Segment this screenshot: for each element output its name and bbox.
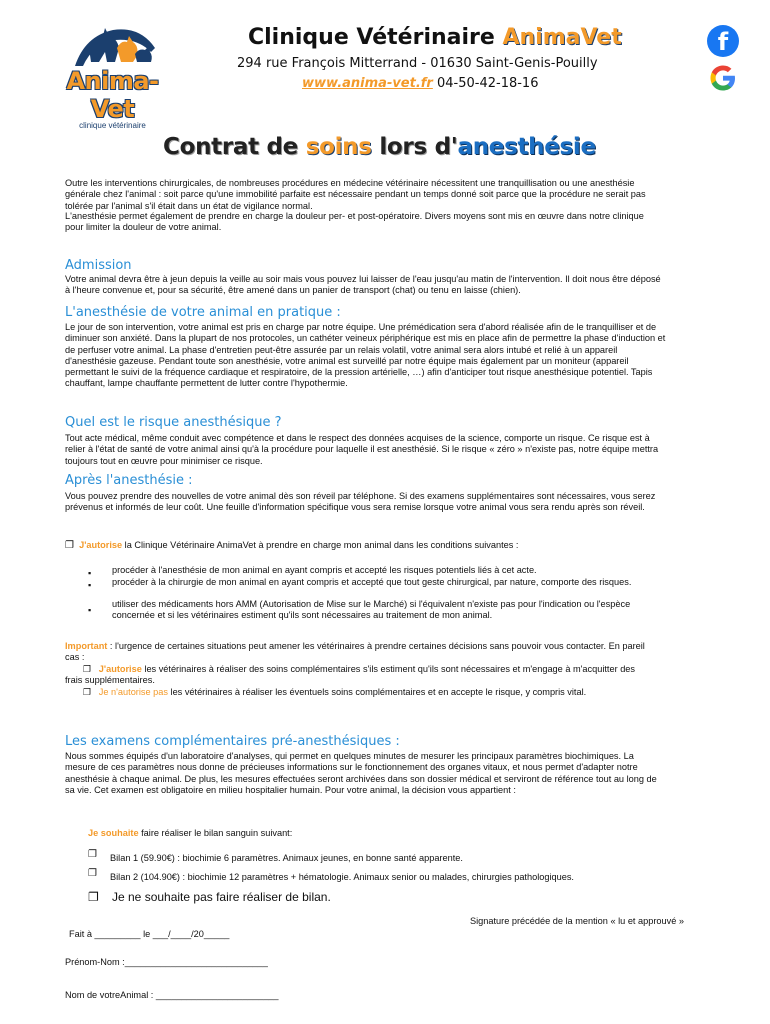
important-label: Important xyxy=(65,641,108,651)
logo-brand: Anima-Vet xyxy=(66,67,159,123)
intro-paragraph-2: L'anesthésie permet également de prendre en charge la douleur per- et post-opératoire. Divers moyens sont mis en œuvre dans notre clinique pour limiter la douleur de votre animal. xyxy=(65,211,644,233)
section-title-practice: L'anesthésie de votre animal en pratique : xyxy=(65,305,341,320)
section-title-admission: Admission xyxy=(65,258,132,273)
opt2-bold: Je n'autorise pas xyxy=(98,687,168,697)
checkbox-urgent-refuse[interactable]: ❐ xyxy=(82,687,92,697)
authorize-item-1: procéder à l'anesthésie de mon animal en ayant compris et accepté les risques potentiels liés à cet acte. xyxy=(112,565,537,575)
authorize-text: la Clinique Vétérinaire AnimaVet à prendre en charge mon animal dans les conditions suivantes : xyxy=(122,540,519,550)
bilan-2-text: Bilan 2 (104.90€) : biochimie 12 paramètres + hématologie. Animaux senior ou malades, chirurgies pathologiques. xyxy=(110,872,574,882)
clinic-contact xyxy=(302,76,538,91)
signature-place-date: Fait à _________ le ___/____/20_____ xyxy=(69,929,230,939)
section-text-admission: Votre animal devra être à jeun depuis la veille au soir mais vous pouvez lui laisser de l'eau jusqu'au matin de l'intervention. Il doit nous être déposé à l'heure convenue et, pour sa sécurité, être amené dans un panier de transport (chat) ou tenu en laisse (chien). xyxy=(65,274,661,296)
opt1-bold: J'autorise xyxy=(98,664,142,674)
bilan-lead-text: faire réaliser le bilan sanguin suivant: xyxy=(138,828,293,838)
logo-subtitle: clinique vétérinaire xyxy=(79,121,146,130)
clinic-address: 294 rue François Mitterrand - 01630 Saint-Genis-Pouilly xyxy=(237,56,598,71)
checkbox-bilan-1[interactable]: ❐ xyxy=(88,849,97,860)
authorize-item-3: utiliser des médicaments hors AMM (Autorisation de Mise sur le Marché) si l'équivalent n'existe pas pour l'indication ou l'espèce concernée et si les vétérinaires estiment qu'ils sont nécessaires au traitement de mon animal. xyxy=(112,599,631,621)
checkbox-no-bilan[interactable]: ❐ xyxy=(88,890,99,904)
clinic-title xyxy=(248,25,622,50)
animals-logo-icon xyxy=(55,18,170,68)
checkbox-urgent-authorize[interactable]: ❐ xyxy=(82,664,92,674)
section-text-practice: Le jour de son intervention, votre animal est pris en charge par notre équipe. Une prémédication sera d'abord réalisée afin de le tranquilliser et de diminuer son anxiété. Dans la plupart de nos protocoles, un cathéter veineux périphérique est mis en place afin de permettre la phase d'induction et de perfuser votre animal. La phase d'entretien peut-être assurée par un relais volatil, votre animal sera alors intubé et relié à un appareil d'anesthésie gazeuse. Pendant toute son anesthésie, votre animal est surveillé par notre équipe mais également par un moniteur (appareil permettant le suivi de la fréquence cardiaque et respiratoire, de la pression artérielle, …) afin d'anticiper tout risque anesthésique potentiel. Tapis chauffant, lampe chauffante permettent de lutter contre l'hypothermie. xyxy=(65,322,666,389)
document-title xyxy=(163,134,596,160)
clinic-title-prefix: Clinique Vétérinaire xyxy=(248,25,503,50)
website-link[interactable]: www.anima-vet.fr xyxy=(302,76,433,91)
authorize-item-2: procéder à la chirurgie de mon animal en ayant compris et accepté que tout geste chirurgical, par nature, comporte des risques. xyxy=(112,577,632,587)
title-part-4: anesthésie xyxy=(457,134,596,160)
logo xyxy=(55,18,170,130)
bullet-2: ▪ xyxy=(88,580,92,590)
phone-number: 04-50-42-18-16 xyxy=(432,76,539,91)
clinic-title-brand: AnimaVet xyxy=(502,25,622,50)
bilan-lead-bold: Je souhaite xyxy=(88,828,139,838)
opt1-text: les vétérinaires à réaliser des soins complémentaires s'ils estiment qu'ils sont nécessaires et m'engage à m'acquitter des frais supplémentaires. xyxy=(65,664,636,686)
bullet-3: ▪ xyxy=(88,605,92,615)
bullet-1: ▪ xyxy=(88,568,92,578)
important-option-2 xyxy=(65,687,655,698)
section-text-after: Vous pouvez prendre des nouvelles de votre animal dès son réveil par téléphone. Si des examens supplémentaires sont nécessaires, vous serez prévenus et informés de leur coût. Une feuille d'information spécifique vous sera remise lorsque votre animal vous sera rendu après son réveil. xyxy=(65,491,656,513)
checkbox-authorize[interactable]: ❐ xyxy=(65,540,74,551)
section-text-exams: Nous sommes équipés d'un laboratoire d'analyses, qui permet en quelques minutes de mesurer les principaux paramètres biochimiques. La mesure de ces paramètres nous donne de précieuses informations sur le fonctionnement des organes vitaux, et nous permet d'adapter notre anesthésie à chaque animal. De plus, les mesures effectuées seront archivées dans son dossier médical et serviront de référence tout au long de sa vie. Cet examen est obligatoire en milieu hospitalier humain. Pour votre animal, la décision vous appartient : xyxy=(65,751,657,795)
important-text: : l'urgence de certaines situations peut amener les vétérinaires à prendre certaines décisions sans pouvoir vous contacter. En pareil cas : xyxy=(65,641,645,663)
title-part-2: soins xyxy=(305,134,372,160)
authorize-bold: J'autorise xyxy=(79,540,123,550)
title-part-1: Contrat de xyxy=(163,134,306,160)
section-title-after: Après l'anesthésie : xyxy=(65,473,193,488)
no-bilan-text: Je ne souhaite pas faire réaliser de bilan. xyxy=(112,890,331,904)
opt2-text: les vétérinaires à réaliser les éventuels soins complémentaires et en accepte le risque, y compris vital. xyxy=(167,687,587,697)
checkbox-bilan-2[interactable]: ❐ xyxy=(88,868,97,879)
google-icon[interactable] xyxy=(707,62,739,94)
important-paragraph xyxy=(65,641,655,664)
important-option-1 xyxy=(65,664,653,687)
facebook-icon[interactable]: f xyxy=(707,25,739,57)
signature-name: Prénom-Nom :____________________________ xyxy=(65,957,268,967)
intro-paragraph-1: Outre les interventions chirurgicales, de nombreuses procédures en médecine vétérinaire nécessitent une tranquillisation ou une anesthésie générale chez l'animal : soit parce qu'une immobilité parfaite est nécessaire pendant un temps donné soit parce que la procédure ne serait pas tolérée par l'animal s'il était dans un état de vigilance normal. xyxy=(65,178,646,211)
authorize-line xyxy=(65,540,665,551)
title-part-3: lors d' xyxy=(371,134,458,160)
section-text-risk: Tout acte médical, même conduit avec compétence et dans le respect des données acquises de la science, comporte un risque. Ce risque est à relier à l'état de santé de votre animal ainsi qu'à la procédure pour laquelle il est anesthésié. Si le risque « zéro » n'existe pas, notre équipe mettra toujours tout en œuvre pour minimiser ce risque. xyxy=(65,433,659,466)
section-title-risk: Quel est le risque anesthésique ? xyxy=(65,415,282,430)
section-title-exams: Les examens complémentaires pré-anesthésiques : xyxy=(65,734,400,749)
bilan-1-text: Bilan 1 (59.90€) : biochimie 6 paramètres. Animaux jeunes, en bonne santé apparente. xyxy=(110,853,463,863)
signature-animal-name: Nom de votreAnimal : ________________________ xyxy=(65,990,279,1000)
bilan-lead xyxy=(88,828,588,839)
signature-mention: Signature précédée de la mention « lu et approuvé » xyxy=(470,916,685,926)
